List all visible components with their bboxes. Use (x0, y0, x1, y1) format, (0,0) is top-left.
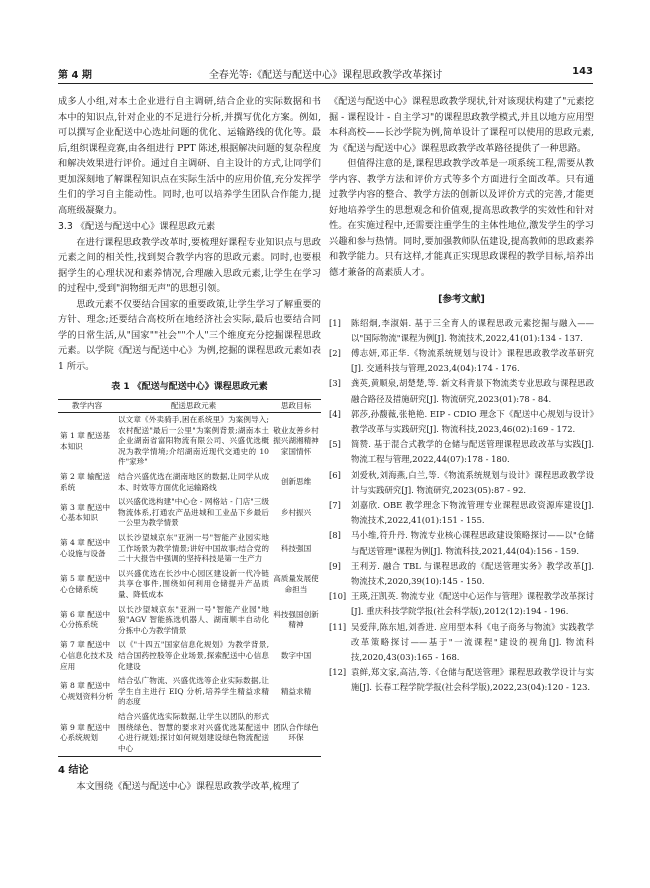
table-cell-goal: 精益求精 (280, 686, 312, 696)
section-heading: 4 结论 (58, 765, 89, 777)
reference-item (329, 407, 594, 437)
table-cell-content: 第 1 章 配送基本知识 (60, 430, 111, 451)
table-row (58, 638, 321, 674)
table-cell-elements: 以长沙望城京东"亚洲一号"智能产业园实地工作场景为教学情景;讲好中国故事;结合党的二十大报告中强调的坚持科技是第一生产力 (118, 533, 269, 564)
table-cell-elements: 以兴盛优选在长沙中心园区建设新一代冷链共享仓事件,围绕如何利用仓储提升产品质量、降低成本 (118, 568, 269, 599)
table-caption: 表 1 《配送与配送中心》课程思政元素 (111, 382, 268, 392)
reference-item (329, 589, 594, 619)
table-cell-goal: 敬业友善乡村振兴湖湘精神家国情怀 (273, 425, 319, 456)
reference-text: 郭莎,孙馥薇,张艳艳. EIP - CDIO 理念下《配送中心规划与设计》教学改革与实践研究[J]. 物流科技,2023,46(02):169 - 172. (351, 408, 594, 434)
table-cell-goal: 科技强国创新精神 (273, 609, 319, 630)
table-cell-goal: 科技强国 (280, 543, 312, 553)
reference-text: 袁鲜,郑文家,高洁,等.《仓储与配送管理》课程思政教学设计与实施[J]. 长春工程学院学报(社会科学版),2022,23(04):120 - 123. (351, 667, 594, 693)
ideology-elements-table (58, 399, 321, 758)
right-column (329, 94, 594, 696)
reference-item (329, 665, 594, 695)
table-cell-goal: 创新思维 (280, 477, 312, 487)
table-cell-content: 第 3 章 配送中心基本知识 (60, 502, 111, 523)
reference-item (329, 468, 594, 498)
reference-item (329, 620, 594, 666)
reference-text: 马小维,符升丹. 物流专业核心课程思政建设策略探讨——以"仓储与配送管理"课程为例[J]. 物流科技,2021,44(04):156 - 159. (351, 530, 594, 556)
table-cell-content: 第 8 章 配送中心规划资料分析 (60, 681, 114, 702)
table-cell-elements: 结合弘广物流、兴盛优选等企业实际数据,让学生自主进行 EIQ 分析,培养学生精益求精的态度 (118, 676, 269, 707)
body-paragraph: 但值得注意的是,课程思政教学改革是一项系统工程,需要从教学内容、教学方法和评价方式等多个方面进行全面改革。只有通过教学内容的整合、教学方法的创新以及评价方式的完善,才能更好地培养学生的思想观念和价值观,提高思政教学的实效性和针对性。在实施过程中,还需要注重学生的主体性地位,激发学生的学习兴趣和参与热情。同时,要加强教师队伍建设,提高教师的思政素养和教学能力。只有这样,才能真正实现思政课程的教学目标,培养出德才兼备的高素质人才。 (329, 158, 594, 278)
table-cell-content: 第 9 章 配送中心系统规划 (58, 710, 116, 757)
reference-number: [4] (329, 408, 341, 419)
body-paragraph: 在进行课程思政教学改革时,要梳理好课程专业知识点与思政元素之间的相关性,找到契合教学内容的思政元素。同时,也要根据学生的心理状况和素养情况,合理融入思政元素,让学生在学习的过程中,受到"润物细无声"的思想引领。 (58, 236, 321, 294)
reference-text: 龚英,黄顺泉,胡楚楚,等. 新文科背景下物流类专业思政与课程思政融合路径及措施研究[J]. 物流研究,2023(01):78 - 84. (351, 378, 594, 404)
table-cell-elements: 以兴盛优选构建"中心仓 - 网格站 - 门店"三级物流体系,打通农产品进城和工业品下乡最后一公里为教学情景 (118, 497, 269, 528)
reference-number: [11] (329, 621, 347, 632)
reference-item (329, 559, 594, 589)
reference-item (329, 528, 594, 558)
table-row (58, 531, 321, 567)
body-paragraph: 思政元素不仅要结合国家的重要政策,让学生学习了解重要的方针、理念;还要结合高校所在地经济社会实际,最后也要结合同学的日常生活,从"国家""社会""个人"三个维度充分挖掘课程思政元素。以学院《配送与配送中心》为例,挖掘的课程思政元素如表 1 所示。 (58, 298, 321, 372)
reference-text: 吴爱萍,陈东旭,刘香进. 应用型本科《电子商务与物流》实践教学改革策略探讨——基于"一流课程"建设的视角[J]. 物流科技,2020,43(03):165 - 168. (351, 621, 594, 662)
reference-number: [6] (329, 469, 341, 480)
references-title: [参考文献] (438, 294, 485, 305)
reference-text: 刘嘉欣. OBE 教学理念下物流管理专业课程思政资源库建设[J]. 物流技术,2022,41(01):151 - 155. (351, 499, 594, 526)
reference-text: 傅志妍,邓正华.《物流系统规划与设计》课程思政教学改革研究[J]. 交通科技与管理,2023,4(04):174 - 176. (351, 347, 594, 374)
table-cell-content: 第 7 章 配送中心信息化技术及应用 (60, 640, 114, 671)
table-row (58, 470, 321, 495)
section-heading: 3.3 《配送与配送中心》课程思政元素 (58, 221, 216, 232)
table-row (58, 603, 321, 639)
table-cell-goal: 团队合作绿色环保 (271, 710, 321, 757)
reference-number: [7] (329, 499, 341, 510)
reference-text: 王利芳. 融合 TBL 与课程思政的《配送管理实务》教学改革[J]. 物流技术,2020,39(10):145 - 150. (351, 560, 594, 586)
reference-item (329, 316, 594, 346)
table-row (58, 413, 321, 470)
table-cell-elements: 结合兴盛优选在湖南地区的数据,让同学从成本、时效等方面优化运输路线 (118, 472, 269, 492)
table-cell-content: 第 5 章 配送中心仓储系统 (60, 574, 111, 594)
left-column (58, 94, 321, 794)
body-paragraph: 本文围绕《配送与配送中心》课程思政教学改革,梳理了 (76, 780, 300, 792)
page-header (58, 66, 593, 83)
reference-item (329, 498, 594, 528)
reference-number: [9] (329, 560, 341, 571)
reference-number: [12] (329, 667, 347, 678)
body-paragraph: 《配送与配送中心》课程思政教学现状,针对该现状构建了"元素挖掘 - 课程设计 - 自主学习"的课程思政教学模式,并且以地方应用型本科高校——长沙学院为例,简单设计了课程可以使用的思政元素,为《配送与配送中心》课程思政教学改革路径提供了一种思路。 (329, 96, 594, 154)
table-cell-goal: 高质量发展使命担当 (273, 574, 319, 594)
table-cell-elements: 以《"十四五"国家信息化规划》为教学背景,结合国药控股等企业场景,探索配送中心信息化建设 (118, 640, 269, 671)
table-cell-content: 第 4 章 配送中心设施与设备 (60, 538, 111, 558)
reference-number: [5] (329, 439, 341, 450)
table-cell-elements: 以文章《外卖骑手,困在系统里》为案例导入;农村配送"最后一公里"为案例背景;湖南本土企业湖南省富阳物流有限公司、兴盛优选概况为教学情境;介绍湖南近现代交通史的 10 件"家珍" (118, 415, 269, 467)
body-paragraph: 成多人小组,对本土企业进行自主调研,结合企业的实际数据和书本中的知识点,针对企业的不足进行分析,并撰写优化方案。例如,可以撰写企业配送中心选址问题的优化、运输路线的优化等。最后,组织课程竞赛,由各组进行 PPT 陈述,根据解决问题的复杂程度和解决效果进行评价。通过自主调研、自主设计的方式,让同学们更加深刻地了解课程知识点在实际生活中的应用价值,充分发挥学生们的学习自主能动性。同时,也可以培养学生团队合作能力,提高班级凝聚力。 (58, 96, 321, 216)
reference-text: 刘爱秋,刘海燕,白兰,等.《物流系统规划与设计》课程思政教学设计与实践研究[J]. 物流研究,2023(05):87 - 92. (351, 469, 594, 495)
table-cell-elements: 以长沙望城京东"亚洲一号"智能产业园"地狼"AGV 智能拣选机器人、湖南顺丰自动化分拣中心为教学情景 (118, 604, 269, 635)
table-header-cell: 教学内容 (58, 399, 116, 413)
reference-number: [10] (329, 591, 347, 602)
issue-number: 第 4 期 (58, 70, 92, 81)
table-row (58, 567, 321, 603)
reference-number: [8] (329, 530, 341, 541)
reference-item (329, 376, 594, 406)
reference-number: [1] (329, 317, 341, 328)
reference-item (329, 437, 594, 467)
reference-text: 王瑛,汪凯英. 物流专业《配送中心运作与管理》课程教学改革探讨[J]. 重庆科技学院学报(社会科学版),2012(12):194 - 196. (351, 591, 594, 617)
header-rule (58, 83, 593, 84)
running-title: 全春光等:《配送与配送中心》课程思政教学改革探讨 (208, 70, 443, 81)
table-cell-goal: 乡村振兴 (280, 507, 312, 517)
table-cell-content: 第 2 章 输配送系统 (60, 472, 111, 492)
table-header-cell: 思政目标 (271, 399, 321, 413)
table-cell-content: 第 6 章 配送中心分拣系统 (60, 609, 111, 630)
table-header-cell: 配送思政元素 (116, 399, 271, 413)
table-row (58, 710, 321, 757)
table-row (58, 674, 321, 710)
reference-number: [3] (329, 378, 341, 389)
reference-text: 陈绍炯,李淑娟. 基于三全育人的课程思政元素挖掘与融入——以"国际物流"课程为例[J]. 物流技术,2022,41(01):134 - 137. (351, 317, 594, 343)
table-row (58, 495, 321, 531)
page-number: 143 (572, 66, 593, 77)
table-cell-elements: 结合兴盛优选实际数据,让学生以团队的形式围绕绿色、智慧的要求对兴盛优选某配送中心进行规划;探讨如何规划建设绿色物流配送中心 (116, 710, 271, 757)
reference-text: 简赞. 基于混合式教学的仓储与配送管理课程思政改革与实践[J]. 物流工程与管理,2022,44(07):178 - 180. (351, 439, 594, 465)
references-list (329, 316, 594, 696)
table-cell-goal: 数字中国 (280, 650, 312, 660)
reference-number: [2] (329, 347, 341, 358)
reference-item (329, 346, 594, 376)
table-header-row (58, 399, 321, 413)
